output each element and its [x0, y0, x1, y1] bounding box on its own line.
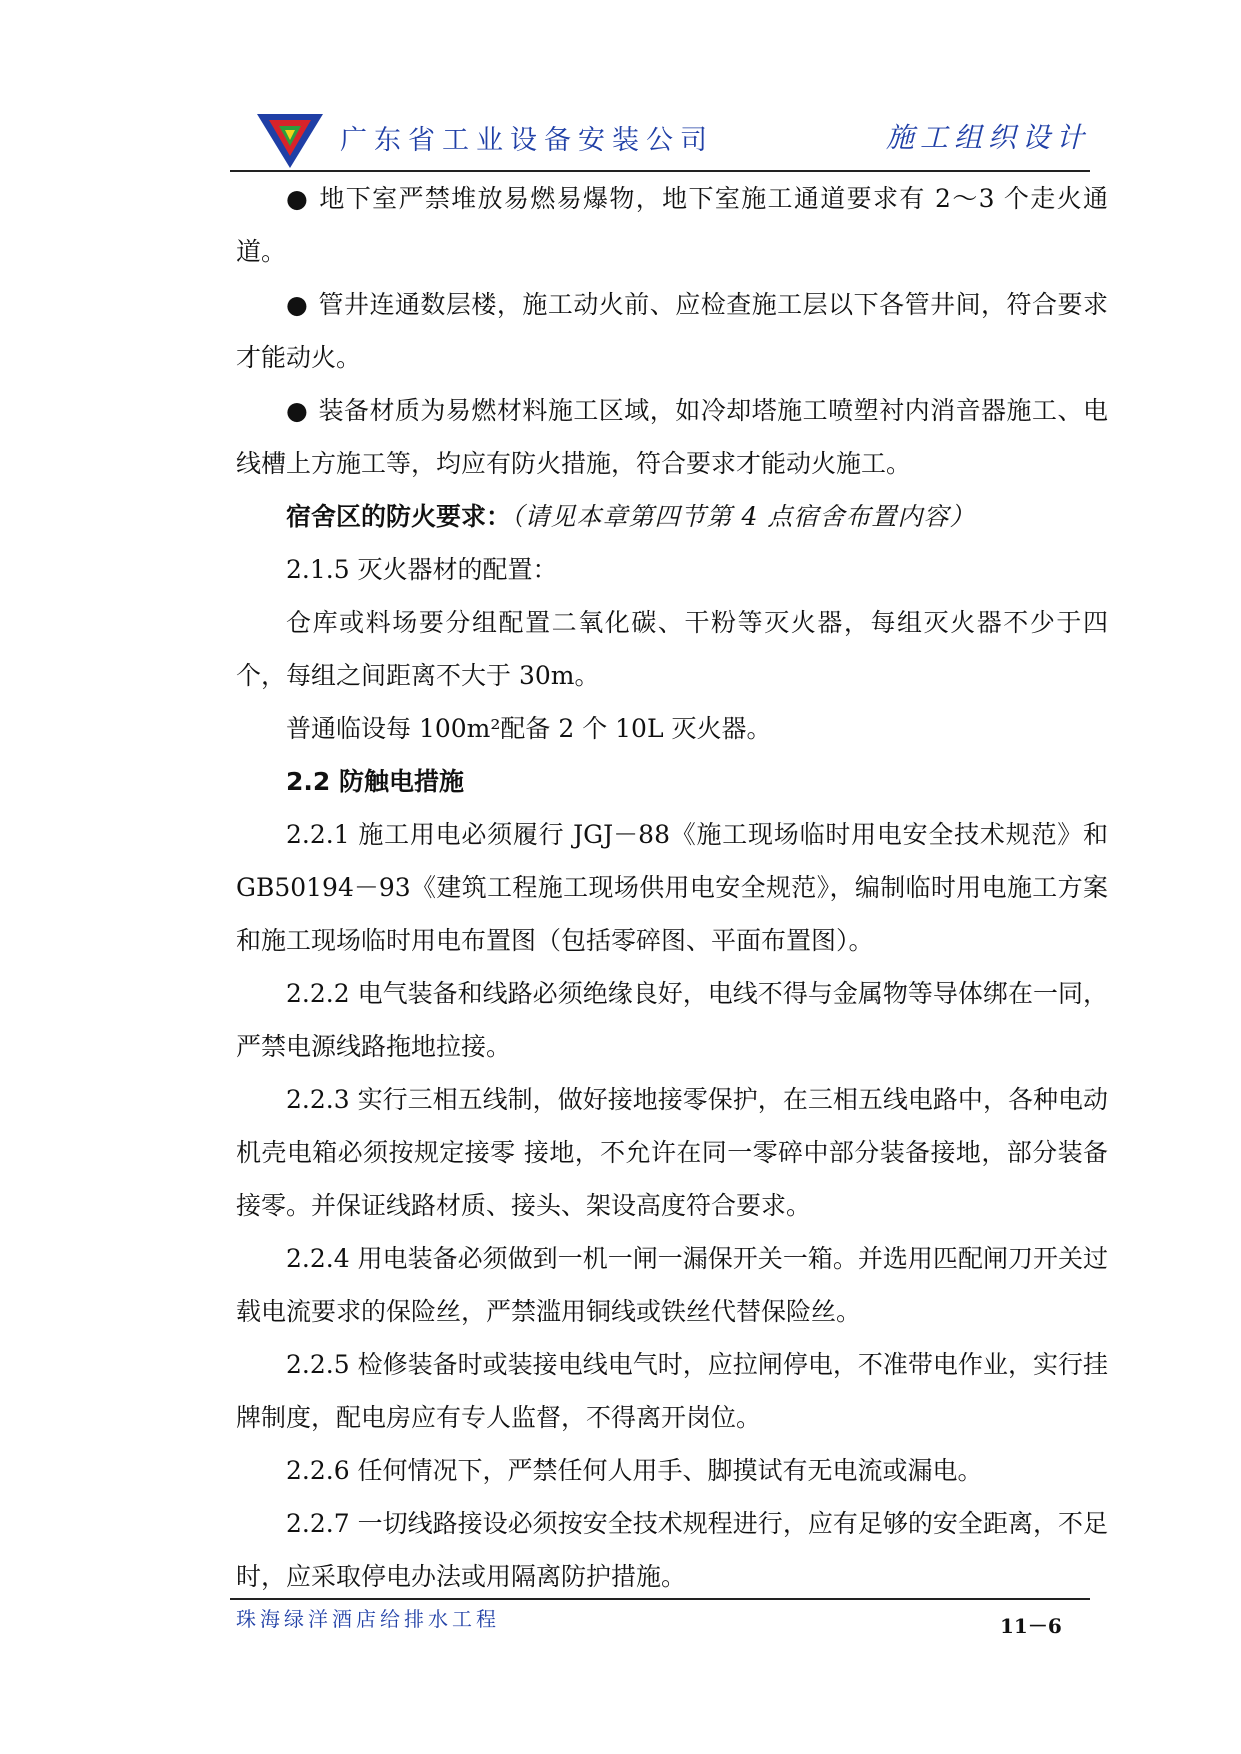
- bullet-text: 装备材质为易燃材料施工区域，如冷却塔施工喷塑衬内消音器施工、电线槽上方施工等，均应有防火措施，符合要求才能动火施工。: [236, 396, 1108, 478]
- paragraph-2-2-1: 2.2.1 施工用电必须履行 JGJ－88《施工现场临时用电安全技术规范》和 GB50194－93《建筑工程施工现场供用电安全规范》，编制临时用电施工方案和施工现场临时用电布置图（包括零碎图、平面布置图）。: [236, 820, 1108, 955]
- bullet-paragraph: [236, 172, 1108, 278]
- paragraph-2-2-4: 2.2.4 用电装备必须做到一机一闸一漏保开关一箱。并选用匹配闸刀开关过载电流要求的保险丝，严禁滥用铜线或铁丝代替保险丝。: [236, 1244, 1108, 1326]
- company-logo-icon: [255, 110, 325, 170]
- bullet-text: 地下室严禁堆放易燃易爆物，地下室施工通道要求有 2～3 个走火通道。: [236, 184, 1108, 266]
- section-2-2-heading: 2.2 防触电措施: [286, 767, 464, 796]
- bullet-paragraph: [236, 278, 1108, 384]
- page-number: 11－6: [1000, 1614, 1062, 1638]
- paragraph-2-2-5: 2.2.5 检修装备时或装接电线电气时，应拉闸停电，不准带电作业，实行挂牌制度，配电房应有专人监督，不得离开岗位。: [236, 1350, 1108, 1432]
- dorm-fire-requirement: [236, 490, 1108, 543]
- paragraph-2-2-7: 2.2.7 一切线路接设必须按安全技术规程进行，应有足够的安全距离，不足时，应采取停电办法或用隔离防护措施。: [236, 1509, 1108, 1591]
- bullet-text: 管井连通数层楼，施工动火前、应检查施工层以下各管井间，符合要求才能动火。: [236, 290, 1108, 372]
- bullet-icon: ●: [286, 290, 308, 319]
- paragraph-2-2-3: 2.2.3 实行三相五线制，做好接地接零保护，在三相五线电路中，各种电动机壳电箱必须按规定接零 接地，不允许在同一零碎中部分装备接地，部分装备接零。并保证线路材质、接头、架设高度符合要求。: [236, 1085, 1108, 1220]
- bullet-icon: ●: [286, 396, 308, 425]
- footer-divider: [230, 1598, 1090, 1600]
- dorm-label: 宿舍区的防火要求：: [286, 502, 512, 531]
- bullet-icon: ●: [286, 184, 308, 213]
- footer-project-name: 珠海绿洋酒店给排水工程: [236, 1607, 500, 1631]
- paragraph-2-2-6: 2.2.6 任何情况下，严禁任何人用手、脚摸试有无电流或漏电。: [286, 1456, 983, 1485]
- bullet-paragraph: [236, 384, 1108, 490]
- company-name: 广东省工业设备安装公司: [340, 125, 714, 156]
- paragraph-2-2-2: 2.2.2 电气装备和线路必须绝缘良好，电线不得与金属物等导体绑在一同，严禁电源线路拖地拉接。: [236, 979, 1108, 1061]
- document-body: [236, 172, 1108, 1603]
- paragraph-temp-facility: 普通临设每 100m²配备 2 个 10L 灭火器。: [286, 714, 772, 743]
- section-2-1-5-heading: 2.1.5 灭火器材的配置：: [286, 555, 558, 584]
- dorm-note: （请见本章第四节第 4 点宿舍布置内容）: [511, 502, 976, 531]
- document-type: 施工组织设计: [885, 121, 1090, 154]
- paragraph-warehouse: 仓库或料场要分组配置二氧化碳、干粉等灭火器，每组灭火器不少于四个，每组之间距离不大于 30m。: [236, 608, 1108, 690]
- page-header: [230, 100, 1090, 170]
